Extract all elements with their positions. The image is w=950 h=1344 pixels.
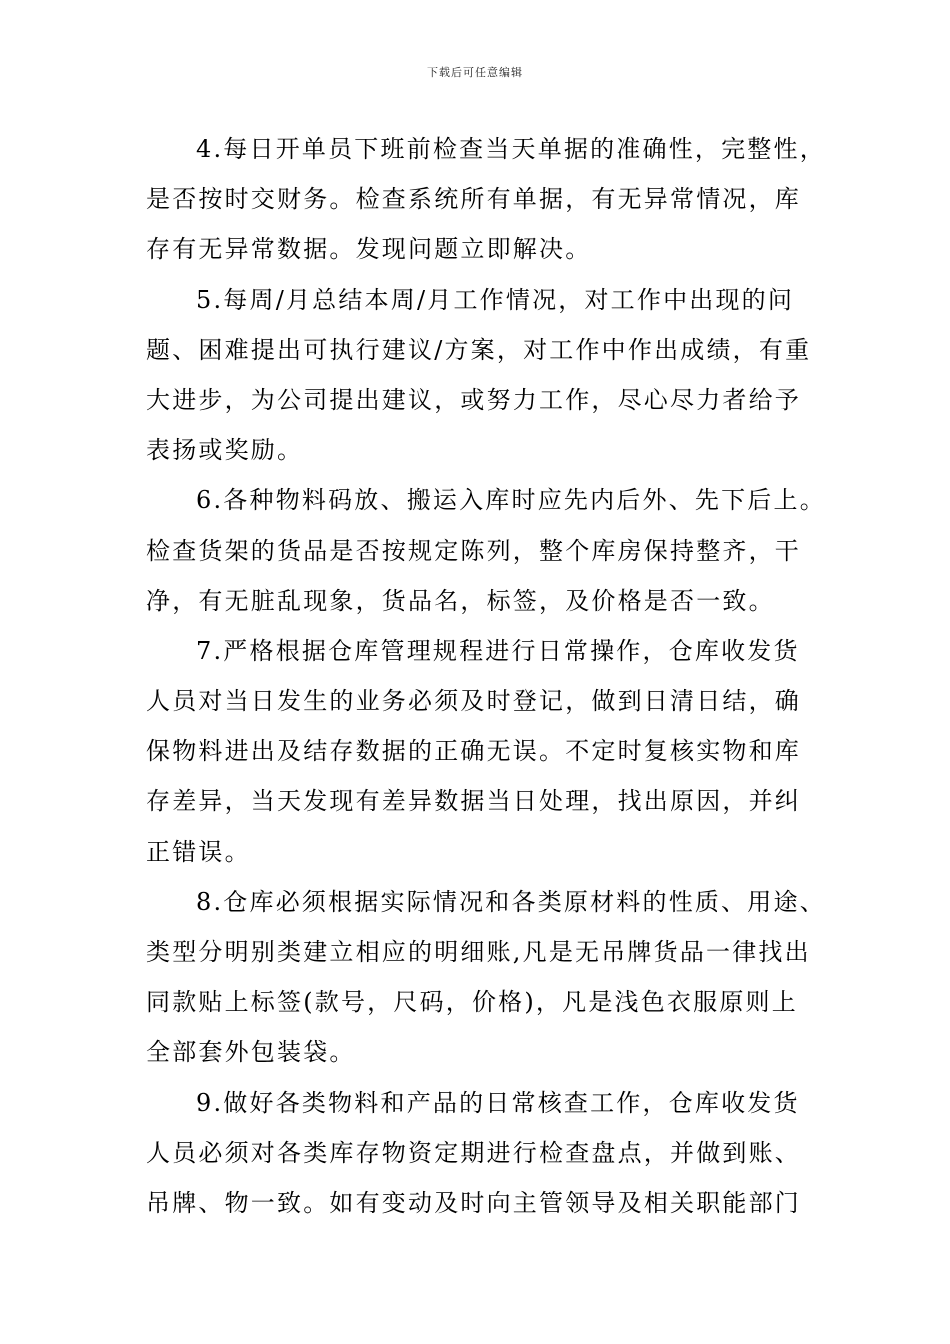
text-line: 人员对当日发生的业务必须及时登记，做到日清日结，确: [146, 687, 801, 716]
paragraph-item-8: [146, 877, 826, 1078]
paragraph-item-7: [146, 626, 806, 877]
text-line: 检查货架的货品是否按规定陈列，整个库房保持整齐，干: [146, 536, 801, 565]
text-line: 是否按时交财务。检查系统所有单据，有无异常情况，库: [146, 185, 801, 214]
text-line: 存有无异常数据。发现问题立即解决。: [146, 235, 592, 264]
text-line: 表扬或奖励。: [146, 436, 304, 465]
document-body: [146, 124, 826, 1228]
text-line: 人员必须对各类库存物资定期进行检查盘点，并做到账、: [146, 1138, 801, 1167]
paragraph-item-5: [146, 275, 812, 476]
text-line: 同款贴上标签(款号，尺码，价格)，凡是浅色衣服原则上: [146, 988, 798, 1017]
paragraph-item-4: [146, 124, 826, 275]
text-line: 大进步，为公司提出建议，或努力工作，尽心尽力者给予: [146, 385, 801, 414]
text-line: 类型分明别类建立相应的明细账,凡是无吊牌货品一律找出: [146, 938, 811, 966]
text-line: 7.严格根据仓库管理规程进行日常操作，仓库收发货: [196, 636, 800, 665]
text-line: 9.做好各类物料和产品的日常核查工作，仓库收发货: [196, 1088, 800, 1117]
text-line: 4.每日开单员下班前检查当天单据的准确性，完整性，: [196, 135, 826, 163]
text-line: 保物料进出及结存数据的正确无误。不定时复核实物和库: [146, 737, 801, 766]
text-line: 题、困难提出可执行建议/方案，对工作中作出成绩，有重: [146, 335, 812, 364]
text-line: 8.仓库必须根据实际情况和各类原材料的性质、用途、: [196, 887, 826, 916]
text-line: 吊牌、物一致。如有变动及时向主管领导及相关职能部门: [146, 1188, 801, 1217]
text-line: 5.每周/月总结本周/月工作情况，对工作中出现的问: [196, 285, 795, 314]
paragraph-item-9: [146, 1078, 806, 1229]
page-header: 下载后可任意编辑: [427, 66, 523, 79]
paragraph-item-6: [146, 475, 826, 626]
text-line: 净，有无脏乱现象，货品名，标签，及价格是否一致。: [146, 586, 775, 615]
text-line: 6.各种物料码放、搬运入库时应先内后外、先下后上。: [196, 486, 826, 515]
text-line: 正错误。: [146, 837, 251, 866]
text-line: 存差异，当天发现有差异数据当日处理，找出原因，并纠: [146, 787, 801, 816]
text-line: 全部套外包装袋。: [146, 1038, 356, 1067]
